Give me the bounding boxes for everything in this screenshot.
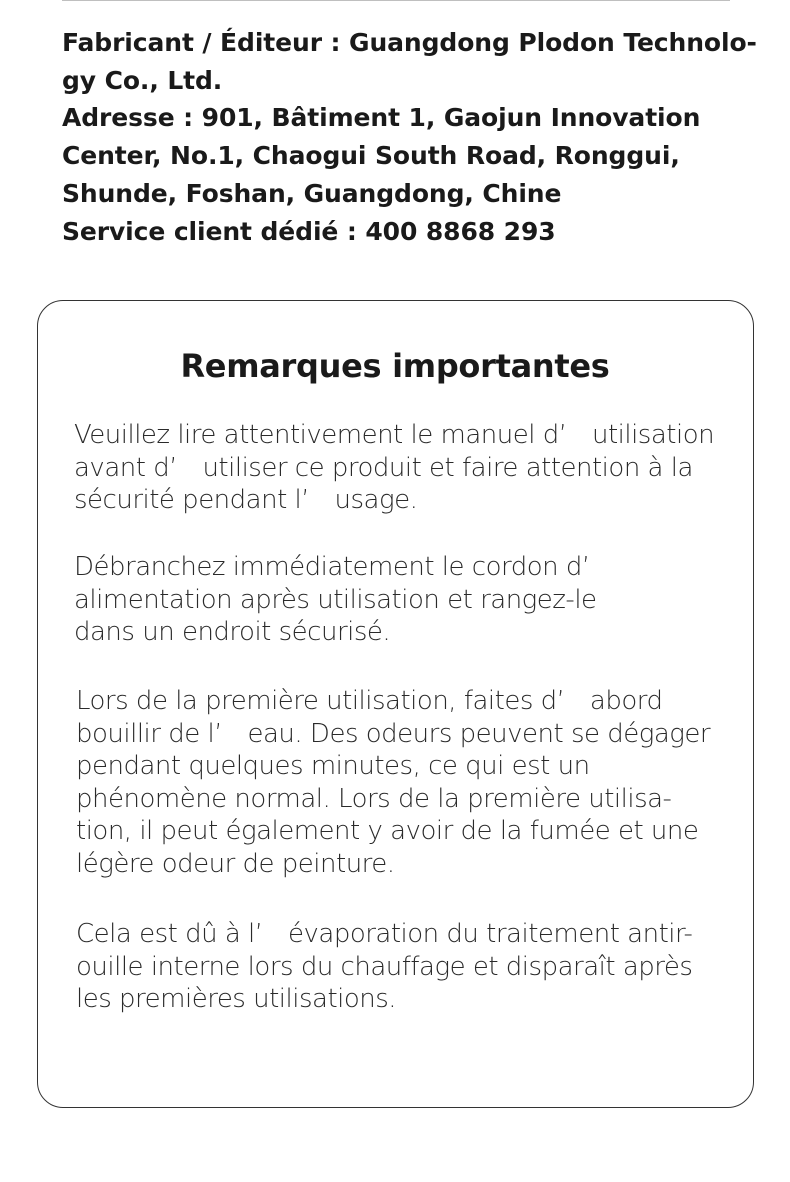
note-paragraph-unplug [74,551,597,649]
note-line: ouille interne lors du chauffage et disparaît après [76,951,693,982]
note-line: Veuillez lire attentivement le manuel d’ utilisation [74,420,715,450]
note-paragraph-evaporation [76,918,692,1016]
note-line: avant d’ utiliser ce produit et faire attention à la [74,452,693,483]
note-line: Cela est dû à l’ évaporation du traitement antir- [76,919,693,949]
note-line: Lors de la première utilisation, faites d’ abord [76,686,663,716]
address-line: Center, No.1, Chaogui South Road, Ronggui, [62,141,680,171]
address-line: Shunde, Foshan, Guangdong, Chine [62,178,562,208]
manufacturer-line: gy Co., Ltd. [62,65,223,95]
note-line: alimentation après utilisation et rangez-le [74,584,597,615]
customer-service-line: Service client dédié : 400 8868 293 [62,216,556,246]
manufacturer-line: Fabricant / Éditeur : Guangdong Plodon Technolo- [62,28,757,57]
note-line: les premières utilisations. [76,984,397,1014]
note-line: pendant quelques minutes, ce qui est un [76,751,590,781]
note-paragraph-first-use [76,685,710,880]
address-line: Adresse : 901, Bâtiment 1, Gaojun Innovation [62,103,701,133]
note-line: légère odeur de peinture. [76,848,395,879]
note-line: sécurité pendant l’ usage. [74,485,418,515]
note-paragraph-read-manual [74,419,714,517]
note-line: phénomène normal. Lors de la première utilisa- [76,783,672,814]
manufacturer-info [62,24,757,250]
note-line: tion, il peut également y avoir de la fumée et une [76,816,699,846]
top-divider [62,0,730,1]
note-line: Débranchez immédiatement le cordon d’ [74,552,590,582]
note-line: dans un endroit sécurisé. [74,617,391,647]
note-line: bouillir de l’ eau. Des odeurs peuvent se dégager [76,718,711,749]
notes-title: Remarques importantes [180,347,610,385]
